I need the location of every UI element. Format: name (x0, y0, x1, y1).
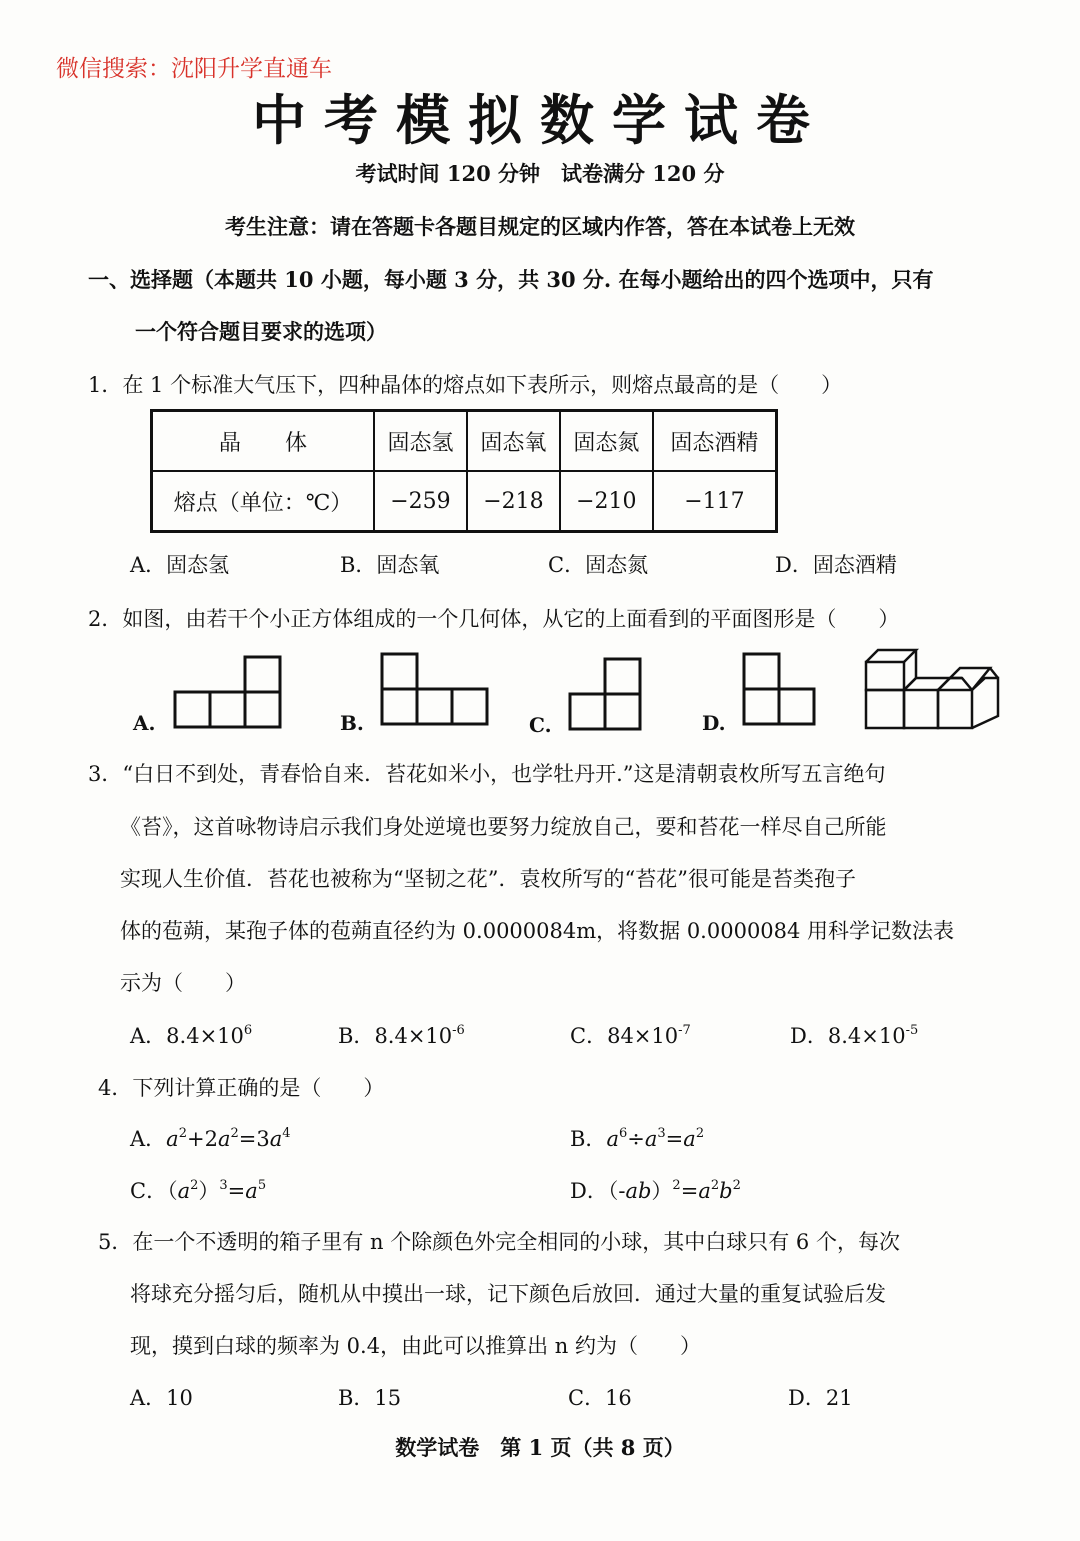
q4-option-a: A．$a^2+2a^2=3a^4$ (130, 1126, 291, 1151)
q5-line-3: 现，摸到白球的频率为 0.4，由此可以推算出 n 约为（ ） (130, 1334, 701, 1358)
table-row-label: 熔点（单位：℃） (152, 471, 375, 532)
q5-option-a: A．10 (130, 1386, 193, 1410)
q2-figure-c (570, 659, 640, 729)
q2-cube-solid (866, 650, 998, 728)
watermark-text: 微信搜索：沈阳升学直通车 (56, 56, 332, 82)
q4-option-d: D．$(-ab)^2=a^2b^2$ (570, 1178, 741, 1203)
q2-label-b: B. (340, 711, 364, 735)
q5-option-d: D．21 (788, 1386, 853, 1410)
q5-option-b: B．15 (338, 1386, 402, 1410)
q1-option-d: D．固态酒精 (775, 553, 897, 577)
q3-line-1: 3．“白日不到处，青春恰自来．苔花如米小，也学牡丹开.”这是清朝袁枚所写五言绝句 (88, 762, 886, 786)
q3-option-a: A．$8.4\times 10^6$ (130, 1023, 253, 1048)
q2-figure-d (744, 654, 814, 724)
q3-option-b: B．$8.4\times 10^{-6}$ (338, 1023, 465, 1048)
table-cell: −210 (560, 471, 653, 532)
q4-stem: 4．下列计算正确的是（ ） (98, 1076, 385, 1100)
exam-info: 考试时间 120 分钟 试卷满分 120 分 (355, 161, 725, 186)
exam-notice: 考生注意：请在答题卡各题目规定的区域内作答，答在本试卷上无效 (225, 214, 855, 239)
table-cell: 固态氮 (560, 411, 653, 472)
section-heading: 一、选择题（本题共 10 小题，每小题 3 分，共 30 分. 在每小题给出的四个选项中，只有 (88, 267, 934, 292)
table-cell: −218 (467, 471, 560, 532)
q2-label-c: C. (529, 713, 552, 737)
q1-option-b: B．固态氧 (340, 553, 440, 577)
table-cell: 固态氧 (467, 411, 560, 472)
q5-option-c: C．16 (568, 1386, 632, 1410)
table-row (152, 411, 777, 472)
table-cell: −117 (653, 471, 777, 532)
q3-line-3: 实现人生价值．苔花也被称为“坚韧之花”．袁枚所写的“苔花”很可能是苔类孢子 (120, 867, 856, 891)
q2-figure-a (175, 657, 280, 727)
table-cell: 固态酒精 (653, 411, 777, 472)
q2-stem: 2．如图，由若干个小正方体组成的一个几何体，从它的上面看到的平面图形是（ ） (88, 607, 900, 631)
q2-label-a: A. (133, 711, 156, 735)
q3-line-5: 示为（ ） (120, 971, 246, 995)
q3-line-4: 体的苞蒴，某孢子体的苞蒴直径约为 0.0000084m，将数据 0.0000084 用科学记数法表 (120, 919, 955, 943)
q2-figure-b (382, 654, 487, 724)
q2-label-d: D. (702, 711, 726, 735)
melting-point-table (150, 409, 778, 533)
table-cell: −259 (374, 471, 467, 532)
q5-line-2: 将球充分摇匀后，随机从中摸出一球，记下颜色后放回．通过大量的重复试验后发 (130, 1282, 886, 1306)
q1-option-c: C．固态氮 (548, 553, 649, 577)
section-heading-cont: 一个符合题目要求的选项） (135, 319, 387, 344)
table-cell: 固态氢 (374, 411, 467, 472)
q5-line-1: 5．在一个不透明的箱子里有 n 个除颜色外完全相同的小球，其中白球只有 6 个，每次 (98, 1230, 900, 1254)
q1-stem: 1．在 1 个标准大气压下，四种晶体的熔点如下表所示，则熔点最高的是（ ） (88, 373, 843, 397)
page-footer: 数学试卷 第 1 页（共 8 页） (395, 1435, 685, 1460)
q3-line-2: 《苔》，这首咏物诗启示我们身处逆境也要努力绽放自己，要和苔花一样尽自己所能 (120, 815, 887, 839)
table-header-label: 晶 体 (152, 411, 375, 472)
page-title: 中考模拟数学试卷 (252, 88, 828, 152)
q4-option-c: C．$(a^2)^3=a^5$ (130, 1178, 267, 1203)
q3-option-d: D．$8.4\times 10^{-5}$ (790, 1023, 919, 1048)
q3-option-c: C．$84\times 10^{-7}$ (570, 1023, 691, 1048)
q4-option-b: B．$a^6\div a^3=a^2$ (570, 1126, 705, 1151)
q1-option-a: A．固态氢 (130, 553, 230, 577)
table-row (152, 471, 777, 532)
